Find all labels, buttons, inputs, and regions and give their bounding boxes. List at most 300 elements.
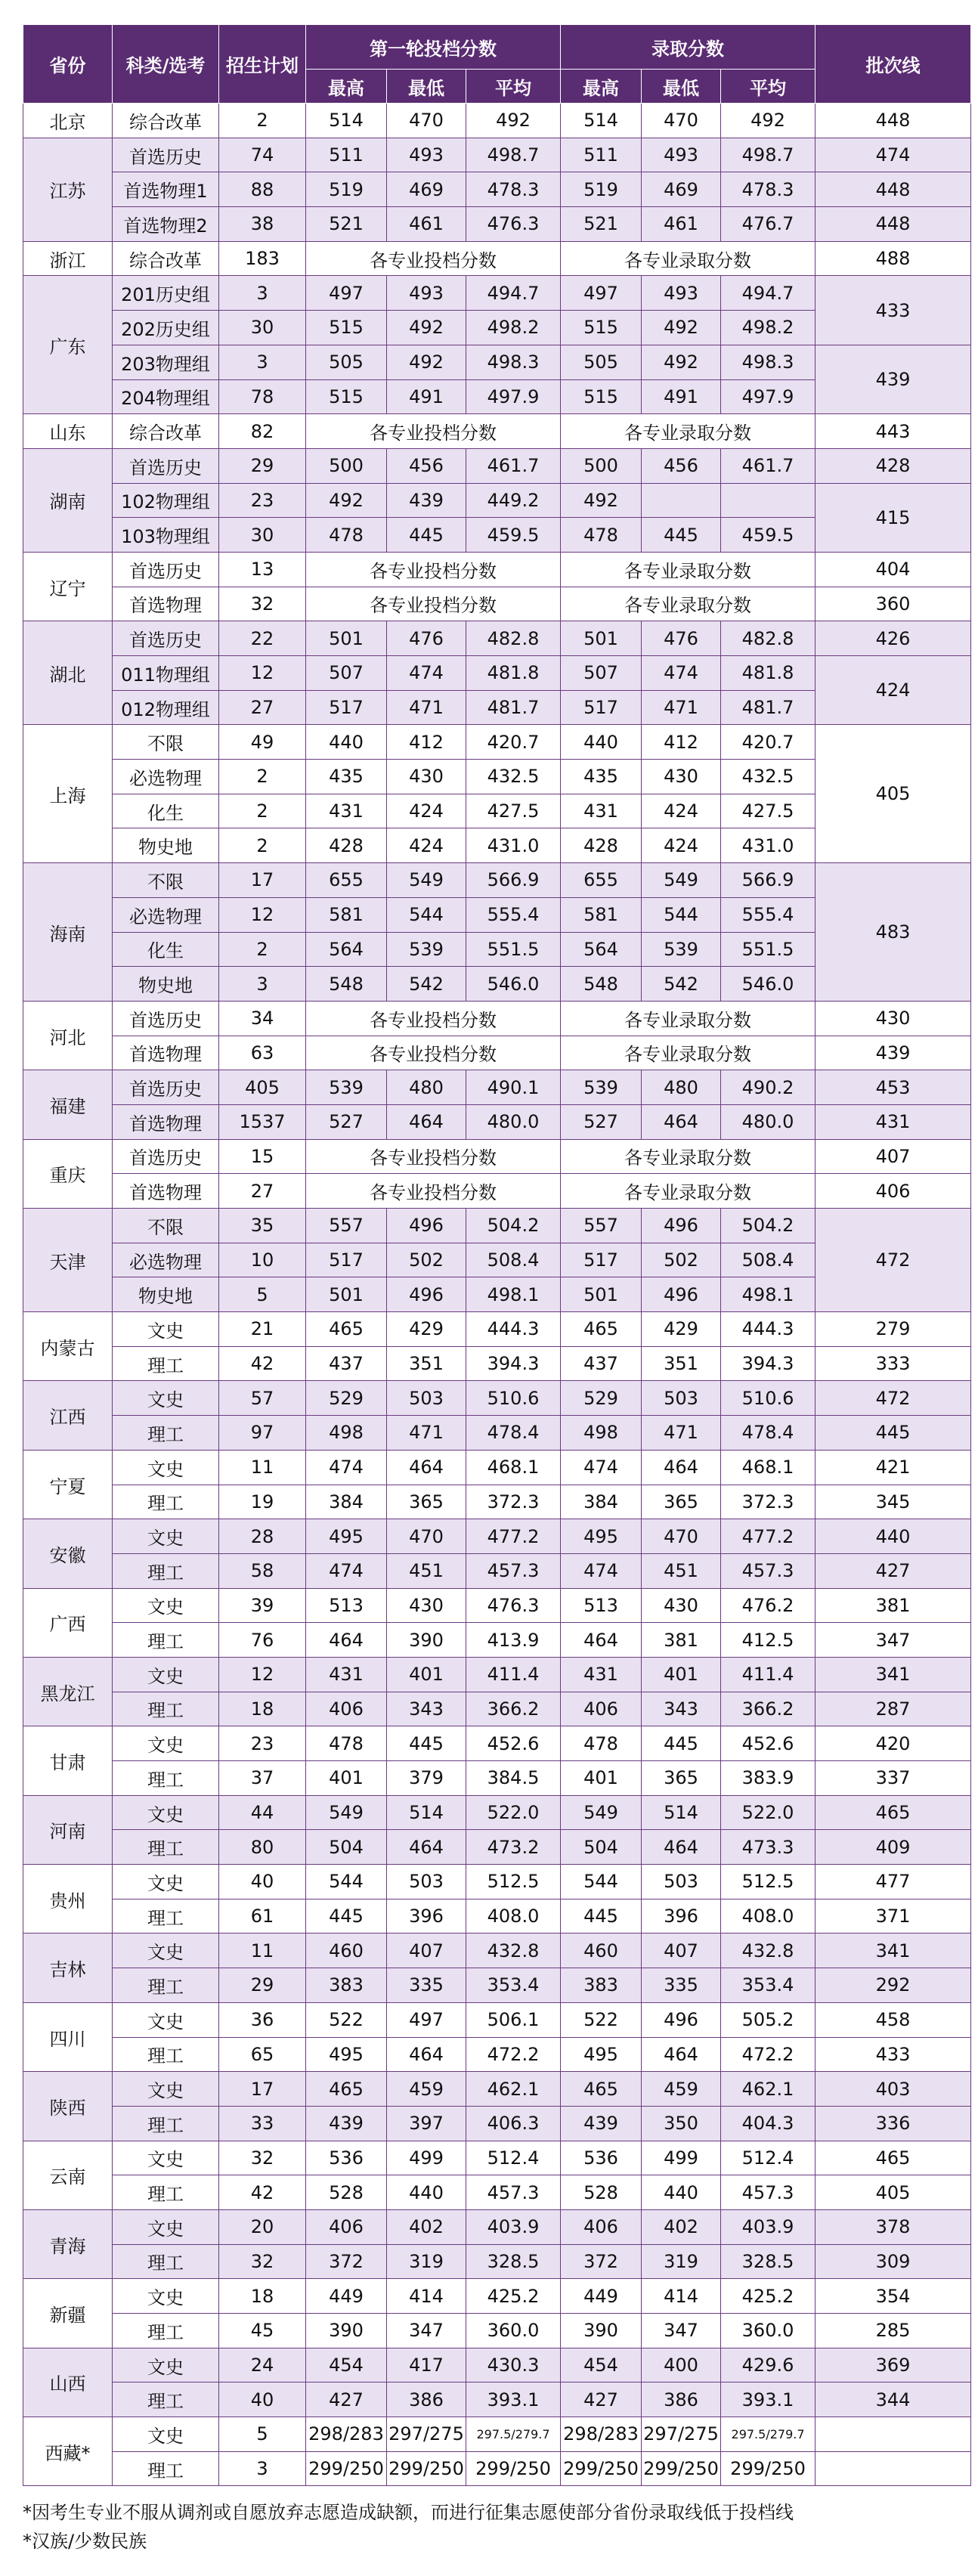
province-cell: 辽宁 [23,552,113,621]
first-round-min-cell: 471 [387,1416,466,1451]
admission-avg-cell: 498.2 [721,311,816,345]
admission-note-cell: 各专业录取分数 [561,1001,816,1036]
table-row [23,1036,971,1070]
admission-avg-cell: 546.0 [721,967,816,1002]
province-group [23,2141,971,2209]
first-round-avg-cell: 494.7 [466,276,561,311]
batch-line-cell: 439 [816,345,971,413]
table-row [23,552,971,587]
subject-cell: 文史 [113,2072,219,2107]
admission-max-cell: 519 [561,172,642,207]
first-round-avg-cell: 555.4 [466,897,561,932]
table-row [23,1070,971,1105]
batch-line-cell: 341 [816,1657,971,1692]
province-group [23,863,971,1002]
admission-avg-cell: 505.2 [721,2002,816,2037]
admission-min-cell: 350 [642,2106,721,2141]
plan-cell: 15 [219,1139,306,1174]
first-round-max-cell: 478 [306,1726,387,1761]
admission-max-cell: 544 [561,1865,642,1899]
province-cell: 陕西 [23,2072,113,2141]
subject-cell: 文史 [113,2348,219,2382]
table-row [23,1485,971,1519]
first-round-avg-cell: 427.5 [466,794,561,828]
subject-cell: 理工 [113,2175,219,2210]
plan-cell: 405 [219,1070,306,1105]
admission-max-cell: 517 [561,1243,642,1277]
admission-max-cell: 478 [561,1726,642,1761]
first-round-note-cell: 各专业投档分数 [306,1036,561,1070]
batch-line-cell: 431 [816,1104,971,1139]
admission-avg-cell: 412.5 [721,1623,816,1658]
plan-cell: 2 [219,828,306,863]
batch-line-cell: 354 [816,2279,971,2314]
plan-cell: 27 [219,1174,306,1209]
first-round-avg-cell: 462.1 [466,2072,561,2107]
batch-line-cell: 378 [816,2209,971,2244]
admission-max-cell: 401 [561,1761,642,1796]
admission-avg-cell: 522.0 [721,1795,816,1830]
first-round-max-cell: 495 [306,2037,387,2072]
first-round-min-cell: 514 [387,1795,466,1830]
province-group [23,552,971,621]
plan-cell: 12 [219,897,306,932]
first-round-max-cell: 501 [306,1277,387,1312]
batch-line-cell: 407 [816,1139,971,1174]
province-group [23,1001,971,1070]
province-group [23,1450,971,1519]
admission-avg-cell: 492 [721,104,816,138]
plan-cell: 27 [219,690,306,725]
admission-max-cell: 465 [561,1312,642,1347]
header-subject: 科类/选考 [113,25,219,104]
subject-cell: 理工 [113,2314,219,2348]
first-round-avg-cell: 476.3 [466,207,561,242]
province-cell: 四川 [23,2002,113,2071]
first-round-min-cell: 412 [387,725,466,760]
header-admission-avg: 平均 [721,70,816,104]
table-header [23,25,971,104]
subject-cell: 文史 [113,1726,219,1761]
admission-max-cell: 474 [561,1450,642,1485]
plan-cell: 24 [219,2348,306,2382]
province-cell: 河北 [23,1001,113,1070]
subject-cell: 204物理组 [113,379,219,414]
admission-min-cell: 407 [642,1934,721,1968]
admission-min-cell: 469 [642,172,721,207]
plan-cell: 78 [219,379,306,414]
plan-cell: 30 [219,518,306,553]
subject-cell: 理工 [113,1899,219,1934]
table-row [23,1104,971,1139]
admission-avg-cell: 457.3 [721,2175,816,2210]
plan-cell: 2 [219,104,306,138]
table-row [23,2348,971,2382]
first-round-min-cell: 439 [387,483,466,518]
batch-line-cell [816,2417,971,2452]
first-round-note-cell: 各专业投档分数 [306,1001,561,1036]
plan-cell: 28 [219,1519,306,1554]
admission-max-cell: 427 [561,2382,642,2417]
first-round-avg-cell: 506.1 [466,2002,561,2037]
admission-min-cell: 430 [642,1588,721,1623]
batch-line-cell: 448 [816,207,971,242]
admission-min-cell: 424 [642,828,721,863]
plan-cell: 5 [219,1277,306,1312]
plan-cell: 32 [219,2141,306,2175]
first-round-max-cell: 431 [306,1657,387,1692]
first-round-avg-cell: 403.9 [466,2209,561,2244]
first-round-avg-cell: 425.2 [466,2279,561,2314]
admission-min-cell: 496 [642,1277,721,1312]
plan-cell: 82 [219,414,306,449]
plan-cell: 19 [219,1485,306,1519]
table-row [23,1139,971,1174]
admission-max-cell: 428 [561,828,642,863]
province-cell: 宁夏 [23,1450,113,1519]
first-round-min-cell: 470 [387,1519,466,1554]
admission-avg-cell: 510.6 [721,1381,816,1416]
admission-max-cell: 500 [561,448,642,483]
admission-avg-cell: 472.2 [721,2037,816,2072]
province-group [23,2209,971,2278]
first-round-max-cell: 474 [306,1553,387,1588]
first-round-avg-cell: 566.9 [466,863,561,898]
first-round-min-cell: 464 [387,1450,466,1485]
subject-cell: 理工 [113,2382,219,2417]
admission-min-cell: 514 [642,1795,721,1830]
header-admission: 录取分数 [561,25,816,70]
table-row [23,1934,971,1968]
admission-min-cell: 491 [642,379,721,414]
first-round-avg-cell: 297.5/279.7 [466,2417,561,2452]
first-round-max-cell: 449 [306,2279,387,2314]
first-round-avg-cell: 498.3 [466,345,561,379]
admission-max-cell: 529 [561,1381,642,1416]
province-cell: 云南 [23,2141,113,2209]
admission-min-cell: 544 [642,897,721,932]
first-round-min-cell: 539 [387,932,466,967]
table-row [23,2002,971,2037]
province-group [23,1070,971,1139]
admission-min-cell: 351 [642,1346,721,1381]
admission-avg-cell: 498.1 [721,1277,816,1312]
first-round-max-cell: 549 [306,1795,387,1830]
admission-avg-cell: 480.0 [721,1104,816,1139]
subject-cell: 综合改革 [113,104,219,138]
admission-min-cell: 335 [642,1968,721,2003]
first-round-max-cell: 464 [306,1623,387,1658]
first-round-note-cell: 各专业投档分数 [306,552,561,587]
first-round-avg-cell: 512.5 [466,1865,561,1899]
first-round-max-cell: 517 [306,1243,387,1277]
first-round-min-cell: 319 [387,2244,466,2279]
admission-max-cell: 495 [561,1519,642,1554]
batch-line-cell: 440 [816,1519,971,1554]
admission-min-cell: 424 [642,794,721,828]
first-round-min-cell: 401 [387,1657,466,1692]
province-cell: 天津 [23,1209,113,1312]
first-round-min-cell: 471 [387,690,466,725]
subject-cell: 文史 [113,2141,219,2175]
batch-line-cell: 433 [816,2037,971,2072]
admission-min-cell: 492 [642,345,721,379]
plan-cell: 17 [219,863,306,898]
province-group [23,1795,971,1864]
first-round-avg-cell: 481.8 [466,656,561,691]
admission-min-cell: 299/250 [642,2451,721,2486]
admission-max-cell: 440 [561,725,642,760]
admission-min-cell: 319 [642,2244,721,2279]
first-round-note-cell: 各专业投档分数 [306,587,561,621]
first-round-min-cell: 424 [387,828,466,863]
first-round-avg-cell: 461.7 [466,448,561,483]
first-round-avg-cell: 476.3 [466,1588,561,1623]
first-round-avg-cell: 481.7 [466,690,561,725]
province-group [23,1381,971,1450]
header-first-avg: 平均 [466,70,561,104]
province-cell: 青海 [23,2209,113,2278]
first-round-min-cell: 503 [387,1381,466,1416]
first-round-avg-cell: 299/250 [466,2451,561,2486]
first-round-min-cell: 499 [387,2141,466,2175]
province-cell: 黑龙江 [23,1657,113,1726]
first-round-max-cell: 298/283 [306,2417,387,2452]
admission-min-cell: 459 [642,2072,721,2107]
first-round-min-cell: 390 [387,1623,466,1658]
province-group [23,1519,971,1588]
subject-cell: 102物理组 [113,483,219,518]
admission-min-cell: 470 [642,1519,721,1554]
batch-line-cell: 409 [816,1830,971,1865]
subject-cell: 首选历史 [113,1001,219,1036]
table-row [23,1209,971,1243]
admission-avg-cell: 551.5 [721,932,816,967]
table-row [23,2279,971,2314]
plan-cell: 39 [219,1588,306,1623]
plan-cell: 33 [219,2106,306,2141]
subject-cell: 理工 [113,1553,219,1588]
batch-line-cell: 483 [816,863,971,1002]
admission-max-cell: 498 [561,1416,642,1451]
batch-line-cell: 433 [816,276,971,345]
batch-line-cell: 439 [816,1036,971,1070]
first-round-max-cell: 427 [306,2382,387,2417]
admission-max-cell: 478 [561,518,642,553]
first-round-avg-cell: 408.0 [466,1899,561,1934]
admission-min-cell: 386 [642,2382,721,2417]
subject-cell: 首选历史 [113,552,219,587]
province-cell: 浙江 [23,241,113,276]
first-round-max-cell: 521 [306,207,387,242]
province-group [23,725,971,863]
batch-line-cell: 341 [816,1934,971,1968]
plan-cell: 29 [219,1968,306,2003]
first-round-min-cell: 396 [387,1899,466,1934]
admission-avg-cell: 403.9 [721,2209,816,2244]
first-round-max-cell: 655 [306,863,387,898]
plan-cell: 11 [219,1450,306,1485]
first-round-note-cell: 各专业投档分数 [306,414,561,449]
admission-avg-cell: 566.9 [721,863,816,898]
province-group [23,138,971,241]
batch-line-cell: 421 [816,1450,971,1485]
table-row [23,104,971,138]
admission-avg-cell: 481.7 [721,690,816,725]
admission-avg-cell: 444.3 [721,1312,816,1347]
admission-note-cell: 各专业录取分数 [561,414,816,449]
plan-cell: 49 [219,725,306,760]
admission-min-cell: 503 [642,1381,721,1416]
subject-cell: 理工 [113,2037,219,2072]
subject-cell: 首选历史 [113,448,219,483]
admission-max-cell: 437 [561,1346,642,1381]
first-round-avg-cell: 473.2 [466,1830,561,1865]
province-group [23,621,971,725]
plan-cell: 3 [219,276,306,311]
admission-max-cell: 536 [561,2141,642,2175]
admission-note-cell: 各专业录取分数 [561,587,816,621]
first-round-min-cell: 549 [387,863,466,898]
subject-cell: 首选物理1 [113,172,219,207]
plan-cell: 80 [219,1830,306,1865]
admission-avg-cell: 498.3 [721,345,816,379]
admission-max-cell: 514 [561,104,642,138]
admission-min-cell: 401 [642,1657,721,1692]
admission-avg-cell: 462.1 [721,2072,816,2107]
first-round-min-cell: 493 [387,138,466,172]
province-cell: 福建 [23,1070,113,1139]
first-round-max-cell: 504 [306,1830,387,1865]
admission-avg-cell: 477.2 [721,1519,816,1554]
first-round-min-cell: 429 [387,1312,466,1347]
admission-avg-cell: 459.5 [721,518,816,553]
batch-line-cell: 309 [816,2244,971,2279]
admission-avg-cell: 431.0 [721,828,816,863]
first-round-min-cell: 470 [387,104,466,138]
batch-line-cell: 424 [816,656,971,725]
plan-cell: 44 [219,1795,306,1830]
admission-min-cell: 456 [642,448,721,483]
admission-avg-cell: 427.5 [721,794,816,828]
first-round-max-cell: 445 [306,1899,387,1934]
first-round-avg-cell: 431.0 [466,828,561,863]
table-row [23,1899,971,1934]
admission-max-cell: 390 [561,2314,642,2348]
province-group [23,1139,971,1208]
admission-min-cell: 430 [642,760,721,794]
plan-cell: 42 [219,1346,306,1381]
province-cell: 安徽 [23,1519,113,1588]
admission-avg-cell: 299/250 [721,2451,816,2486]
admission-avg-cell: 478.4 [721,1416,816,1451]
subject-cell: 理工 [113,1761,219,1796]
table-row [23,2417,971,2452]
batch-line-cell: 287 [816,1692,971,1726]
first-round-max-cell: 406 [306,2209,387,2244]
first-round-avg-cell: 508.4 [466,1243,561,1277]
header-first-max: 最高 [306,70,387,104]
admission-avg-cell: 476.7 [721,207,816,242]
table-row [23,345,971,379]
table-row [23,172,971,207]
subject-cell: 理工 [113,1623,219,1658]
admission-avg-cell: 372.3 [721,1485,816,1519]
first-round-avg-cell: 472.2 [466,2037,561,2072]
province-cell: 上海 [23,725,113,863]
table-row [23,2037,971,2072]
province-group [23,2348,971,2417]
subject-cell: 文史 [113,1865,219,1899]
batch-line-cell: 347 [816,1623,971,1658]
province-group [23,1865,971,1934]
admission-max-cell: 581 [561,897,642,932]
plan-cell: 37 [219,1761,306,1796]
admission-max-cell: 465 [561,2072,642,2107]
first-round-avg-cell: 393.1 [466,2382,561,2417]
admission-scores-table [23,24,971,2486]
admission-min-cell: 503 [642,1865,721,1899]
first-round-avg-cell: 498.7 [466,138,561,172]
first-round-avg-cell: 449.2 [466,483,561,518]
table-row [23,1519,971,1554]
admission-min-cell: 396 [642,1899,721,1934]
plan-cell: 61 [219,1899,306,1934]
admission-min-cell: 464 [642,1450,721,1485]
first-round-max-cell: 501 [306,621,387,656]
first-round-avg-cell: 394.3 [466,1346,561,1381]
first-round-avg-cell: 353.4 [466,1968,561,2003]
admission-avg-cell: 420.7 [721,725,816,760]
province-group [23,2279,971,2348]
admission-min-cell: 400 [642,2348,721,2382]
first-round-max-cell: 460 [306,1934,387,1968]
plan-cell: 97 [219,1416,306,1451]
first-round-max-cell: 437 [306,1346,387,1381]
subject-cell: 文史 [113,1312,219,1347]
admission-max-cell: 406 [561,1692,642,1726]
province-group [23,241,971,276]
subject-cell: 理工 [113,1485,219,1519]
plan-cell: 11 [219,1934,306,1968]
province-group [23,1312,971,1381]
first-round-min-cell: 461 [387,207,466,242]
admission-note-cell: 各专业录取分数 [561,1036,816,1070]
first-round-min-cell: 464 [387,1830,466,1865]
batch-line-cell: 443 [816,414,971,449]
admission-min-cell: 445 [642,1726,721,1761]
admission-avg-cell: 366.2 [721,1692,816,1726]
batch-line-cell: 406 [816,1174,971,1209]
subject-cell: 首选历史 [113,1070,219,1105]
table-row [23,1865,971,1899]
first-round-max-cell: 431 [306,794,387,828]
table-row [23,448,971,483]
plan-cell: 2 [219,794,306,828]
batch-line-cell: 472 [816,1381,971,1416]
admission-max-cell: 655 [561,863,642,898]
admission-max-cell: 528 [561,2175,642,2210]
plan-cell: 29 [219,448,306,483]
subject-cell: 理工 [113,2451,219,2486]
subject-cell: 首选物理 [113,1104,219,1139]
table-row [23,587,971,621]
table-row [23,1381,971,1416]
plan-cell: 40 [219,1865,306,1899]
admission-min-cell: 414 [642,2279,721,2314]
first-round-max-cell: 299/250 [306,2451,387,2486]
admission-min-cell: 493 [642,138,721,172]
